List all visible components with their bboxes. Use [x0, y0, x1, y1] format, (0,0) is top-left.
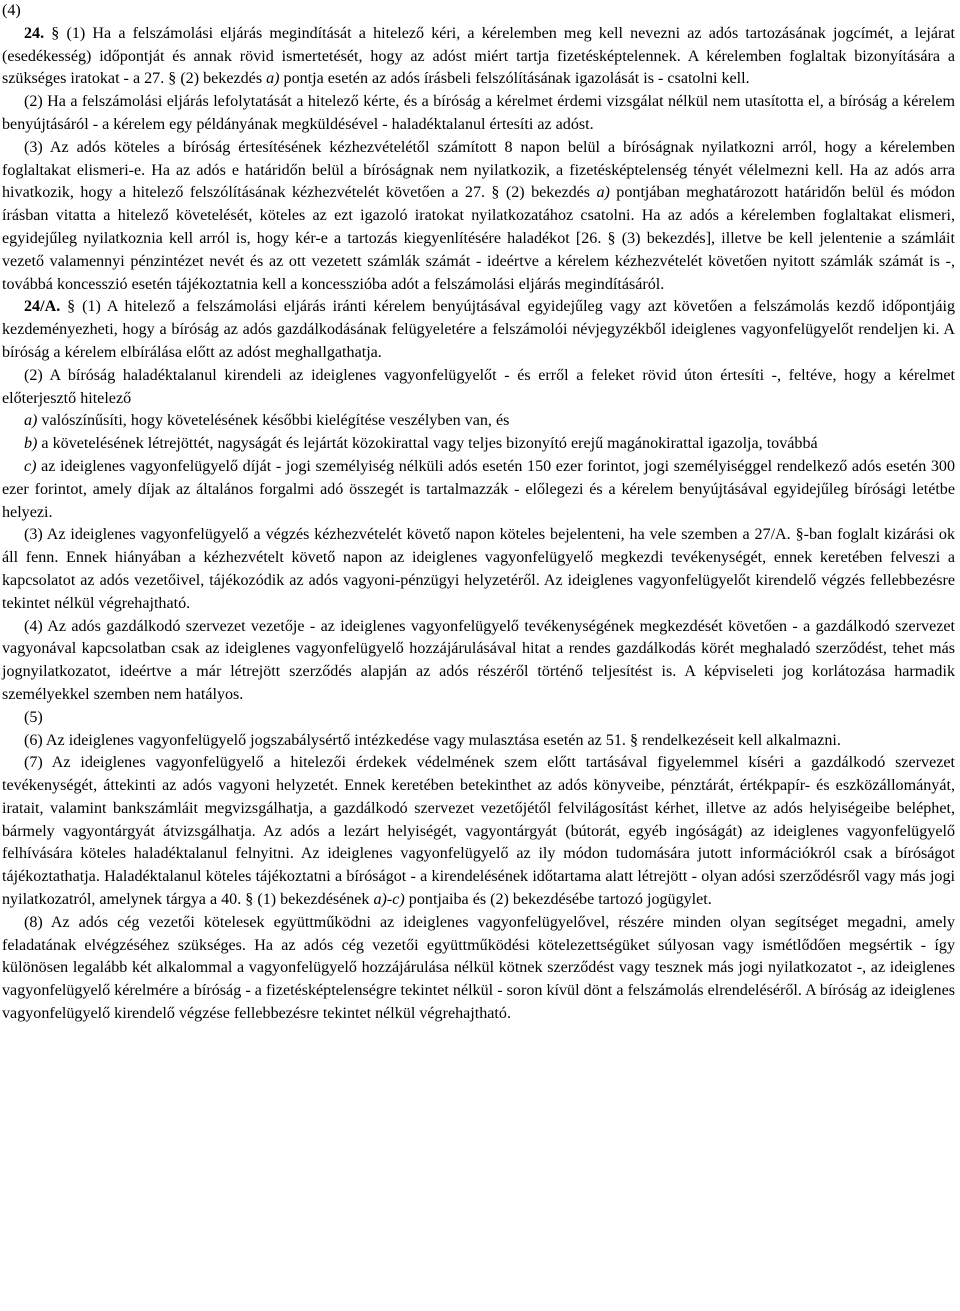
section-24a-paragraph-3: (3) Az ideiglenes vagyonfelügyelő a végzés kézhezvételét követő napon köteles bejelenteni, ha vele szemben a 27/A. §-ban foglalt kizárási ok áll fenn. Ennek hiányában a kézhezvételt követő napon az ideiglenes vagyonfelügyelő megkezdi tevékenységét, ennek keretében felveszi a kapcsolatot az adós vezetőivel, tájékozódik az adós vagyoni-pénzügyi helyzetéről. Az ideiglenes vagyonfelügyelőt kirendelő végzés fellebbezésre tekintet nélkül végrehajtható. — [2, 526, 955, 612]
section-24-paragraph-1: 24. § (1) Ha a felszámolási eljárás megindítását a hitelező kéri, a kérelemben meg kell nevezni az adós tartozásának jogcímét, a lejárat (esedékesség) időpontját és annak rövid ismertetését, hogy az adóst miért tartja fizetésképtelennek. A kérelemben foglaltak bizonyítására a szükséges iratokat - a 27. § (2) bekezdés a) pontja esetén az adós írásbeli felszólításának igazolását is - csatolni kell. — [2, 24, 955, 88]
section-24a-paragraph-8: (8) Az adós cég vezetői kötelesek együttműködni az ideiglenes vagyonfelügyelővel, részére minden olyan segítséget megadni, amely feladatának elvégzéséhez szükséges. Ha az adós cég vezetői együttműködési kötelezettségüket súlyosan vagy ismétlődően megsértik - így különösen legalább két alkalommal a vagyonfelügyelő hozzájárulása nélkül kötnek szerződést vagy tesznek más jogi nyilatkozatot -, az ideiglenes vagyonfelügyelő kérelmére a bíróság - a fizetésképtelenségre tekintet nélkül - soron kívül dönt a felszámolás elrendeléséről. A bíróság az ideiglenes vagyonfelügyelő kirendelő végzése fellebbezésre tekintet nélkül végrehajtható. — [2, 913, 955, 1023]
section-24a-paragraph-1: 24/A. § (1) A hitelező a felszámolási eljárás iránti kérelem benyújtásával egyidejűleg vagy azt követően a felszámolás kezdő időpontjáig kezdeményezheti, hogy a bíróság az adós gazdálkodásának felügyeletére a felszámolói névjegyzékből ideiglenes vagyonfelügyelőt rendeljen ki. A bíróság a kérelem elbírálása előtt az adóst meghallgathatja. — [2, 298, 955, 361]
list-item-a: a) valószínűsíti, hogy követelésének későbbi kielégítése veszélyben van, és — [24, 412, 510, 430]
list-item-b: b) a követelésének létrejöttét, nagyságát és lejártát közokirattal vagy teljes bizonyító erejű magánokirattal igazolja, továbbá — [24, 435, 818, 453]
section-24a-paragraph-6: (6) Az ideiglenes vagyonfelügyelő jogszabálysértő intézkedése vagy mulasztása esetén az 51. § rendelkezéseit kell alkalmazni. — [24, 731, 841, 749]
section-24a-paragraph-2: (2) A bíróság haladéktalanul kirendeli az ideiglenes vagyonfelügyelőt - és erről a feleket rövid úton értesíti -, feltéve, hogy a kérelmet előterjesztő hitelező — [2, 366, 955, 407]
section-24-paragraph-3: (3) Az adós köteles a bíróság értesítésének kézhezvételétől számított 8 napon belül a bíróságnak nyilatkozni arról, hogy a kérelemben foglaltakat elismeri-e. Ha az adós e határidőn belül a bíróságnak nem nyilatkozik, a fizetésképtelenség tényét vélelmezni kell. Ha az adós arra hivatkozik, hogy a hitelező felszólításának kézhezvételét követően a 27. § (2) bekezdés a) pontjában meghatározott határidőn belül és módon írásban vitatta a hitelező követelését, köteles az ezt igazoló iratokat nyilatkozatához csatolni. Ha az adós a kérelemben foglaltakat elismeri, egyidejűleg nyilatkoznia kell arról is, hogy kér-e a tartozás kiegyenlítésére haladékot [26. § (3) bekezdés], illetve be kell jelentenie a számláit vezető valamennyi pénzintézet nevét és az ott vezetett számlák számát - ideértve a kérelem kézhezvételét követően nyitott számlák számát is -, továbbá koncesszió esetén tájékoztatnia kell a koncesszióba adót a felszámolási eljárás megindításáról. — [2, 138, 955, 293]
section-24a-number: 24/A. — [24, 298, 61, 316]
section-24-paragraph-2: (2) Ha a felszámolási eljárás lefolytatását a hitelező kérte, és a bíróság a kérelmet érdemi vizsgálat nélkül nem utasította el, a bíróság a kérelem benyújtásáról - a kérelem egy példányának megküldésével - haladéktalanul értesíti az adóst. — [2, 93, 955, 133]
section-24a-paragraph-7: (7) Az ideiglenes vagyonfelügyelő a hitelezői érdekek védelmének szem előtt tartásával figyelemmel kíséri a gazdálkodó szervezet tevékenységét, áttekinti az adós vagyoni helyzetét. Ennek keretében betekinthet az adós könyveibe, pénztárát, értékpapír- és eszközállományát, iratait, valamint bankszámláit megvizsgálhatja, a gazdálkodó szervezet vezetőjétől felvilágosítást kérhet, illetve az adós helyiségeibe beléphet, bármely vagyontárgyát átvizsgálhatja. Az adós a lezárt helyiségét, vagyontárgyát (bútorát, egyéb ingóságát) az ideiglenes vagyonfelügyelő felhívására köteles haladéktalanul felnyitni. Az ideiglenes vagyonfelügyelő az ily módon tudomására jutott információkról csak a bíróságot tájékoztathatja. Haladéktalanul köteles tájékoztatni a bíróságot - a kirendelésének időtartama alatt létrejött - olyan adósi szerződésről vagy más jogi nyilatkozatról, amelynek tárgya a 40. § (1) bekezdésének a)-c) pontjaiba és (2) bekezdésébe tartozó jogügylet. — [2, 754, 955, 909]
section-24a-paragraph-5: (5) — [24, 708, 43, 726]
list-item-c: c) az ideiglenes vagyonfelügyelő díját - jogi személyiség nélküli adós esetén 150 ezer forintot, jogi személyiséggel rendelkező adós esetén 300 ezer forintot, amely díjak az általános forgalmi adó összegét is tartalmazzák - előlegezi és a kérelem benyújtásával egyidejűleg bírósági letétbe helyezi. — [2, 457, 955, 521]
paragraph-4-label: (4) — [2, 2, 21, 19]
section-24-number: 24. — [24, 24, 45, 42]
section-24a-paragraph-4: (4) Az adós gazdálkodó szervezet vezetője - az ideiglenes vagyonfelügyelő tevékenységének megkezdését követően - a gazdálkodó szervezet vagyonával kapcsolatban csak az ideiglenes vagyonfelügyelő hozzájárulásával hitat a rendes gazdálkodás körét meghaladó szerződést, tehet más jognyilatkozatot, ideértve a már létrejött szerződés alapján az adós részéről történő teljesítést is. A képviseleti jog korlátozása harmadik személyekkel szemben nem hatályos. — [2, 617, 955, 703]
